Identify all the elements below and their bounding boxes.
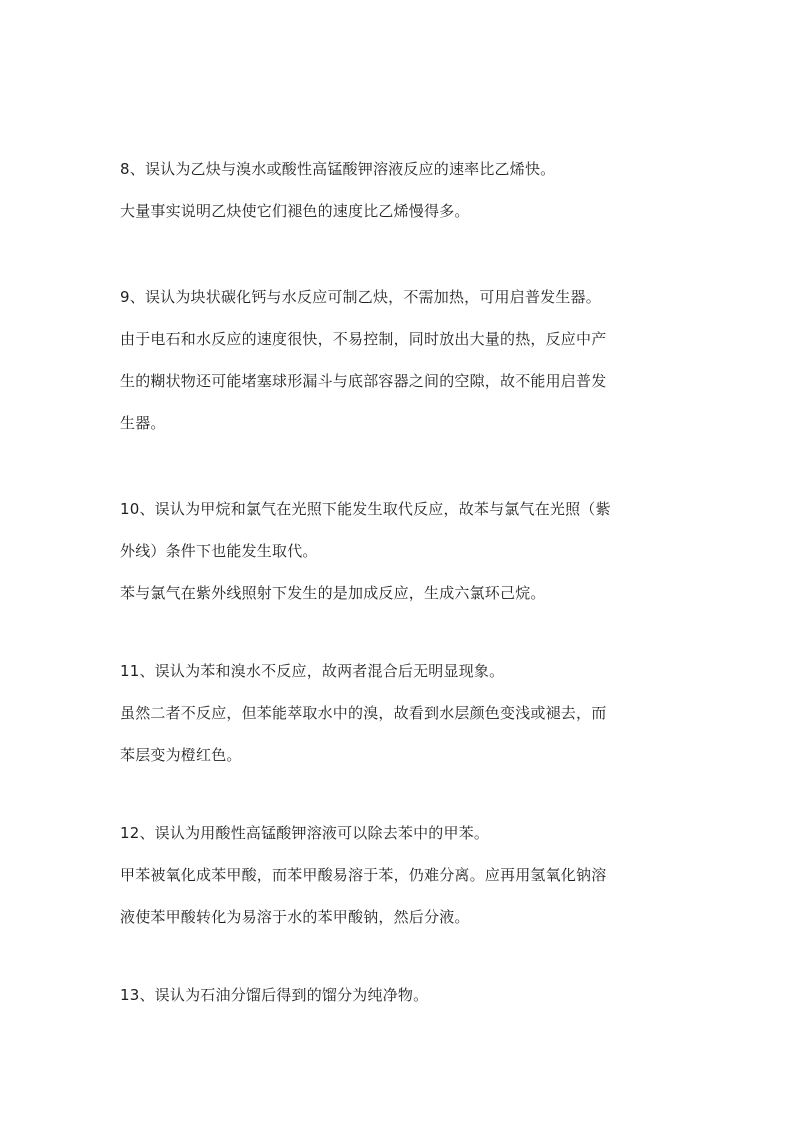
- item-13: [120, 974, 676, 1016]
- item-9: [120, 276, 676, 444]
- question-9: 9、误认为块状碳化钙与水反应可制乙炔，不需加热，可用启普发生器。: [120, 288, 601, 306]
- answer-9-line-1: 由于电石和水反应的速度很快，不易控制，同时放出大量的热，反应中产: [120, 330, 607, 348]
- answer-12-line-1: 甲苯被氧化成苯甲酸，而苯甲酸易溶于苯，仍难分离。应再用氢氧化钠溶: [120, 866, 607, 884]
- answer-12-line-2: 液使苯甲酸转化为易溶于水的苯甲酸钠，然后分液。: [120, 908, 470, 926]
- question-8: 8、误认为乙炔与溴水或酸性高锰酸钾溶液反应的速率比乙烯快。: [120, 160, 556, 178]
- answer-8-line-1: 大量事实说明乙炔使它们褪色的速度比乙烯慢得多。: [120, 202, 470, 220]
- item-8: [120, 148, 676, 232]
- answer-11-line-1: 虽然二者不反应，但苯能萃取水中的溴，故看到水层颜色变浅或褪去，而: [120, 704, 607, 722]
- answer-9-line-3: 生器。: [120, 414, 166, 432]
- item-10: [120, 488, 676, 614]
- answer-10-line-1: 苯与氯气在紫外线照射下发生的是加成反应，生成六氯环己烷。: [120, 584, 546, 602]
- question-10-line-2: 外线）条件下也能发生取代。: [120, 542, 318, 560]
- question-13: 13、误认为石油分馏后得到的馏分为纯净物。: [120, 986, 429, 1004]
- item-12: [120, 812, 676, 938]
- answer-11-line-2: 苯层变为橙红色。: [120, 746, 242, 764]
- question-11: 11、误认为苯和溴水不反应，故两者混合后无明显现象。: [120, 662, 505, 680]
- question-10-line-1: 10、误认为甲烷和氯气在光照下能发生取代反应，故苯与氯气在光照（紫: [120, 500, 611, 518]
- document-content: [120, 148, 676, 1016]
- item-11: [120, 650, 676, 776]
- answer-9-line-2: 生的糊状物还可能堵塞球形漏斗与底部容器之间的空隙，故不能用启普发: [120, 372, 607, 390]
- question-12: 12、误认为用酸性高锰酸钾溶液可以除去苯中的甲苯。: [120, 824, 490, 842]
